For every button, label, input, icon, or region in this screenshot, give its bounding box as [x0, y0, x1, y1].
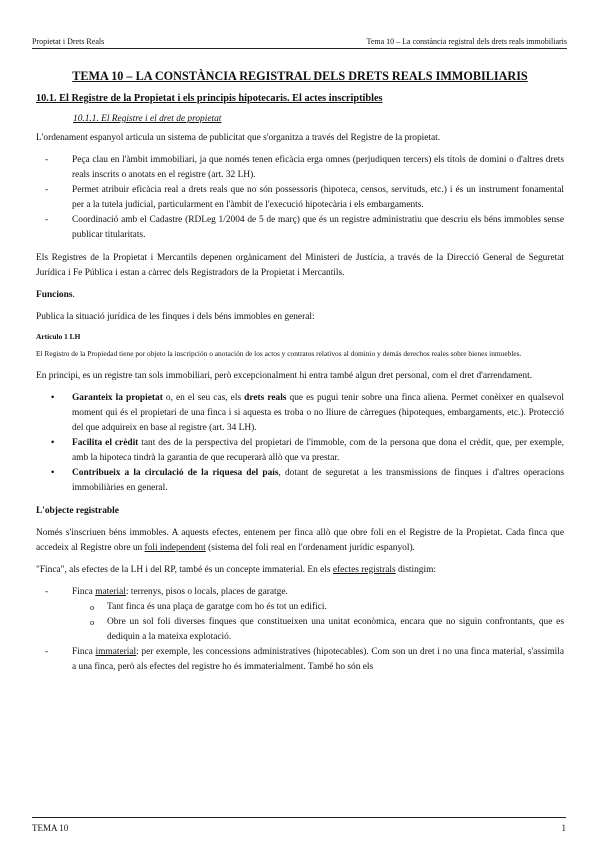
object-list — [36, 585, 564, 675]
page-header — [32, 37, 567, 49]
underlined-term: efectes registrals — [332, 564, 396, 575]
list-item: - Coordinació amb el Cadastre (RDLeg 1/2004 de 5 de març) que és un registre administratiu que descriu els béns immobles sense publicar titularitats. — [36, 213, 564, 243]
text-run: Finca — [72, 586, 96, 597]
section-heading: 10.1. El Registre de la Propietat i els principis hipotecaris. El actes inscriptibles — [36, 93, 383, 104]
subsection-heading: 10.1.1. El Registre i el dret de propietat — [73, 114, 222, 124]
text-run: (sistema del foli real en l'ordenament jurídic espanyol). — [205, 542, 415, 553]
list-item — [36, 466, 564, 496]
page-footer — [32, 817, 566, 833]
underlined-term: material — [95, 586, 126, 597]
bullet-text: tant des de la perspectiva del propietari de l'immoble, com de la persona que dona el crèdit, que, per exemple, amb la hipoteca tindrà la garantia de que recuperarà allò que va prestar. — [72, 437, 564, 463]
header-left: Propietat i Drets Reals — [32, 37, 105, 46]
text-run: Finca — [72, 646, 96, 657]
text-run: : per exemple, les concessions administratives (hipotecables). Com son un dret i no una finca material, s'assimila a una finca, però als efectes del registre ho és immaterialment. També ho són els — [72, 646, 564, 672]
registries-paragraph: Els Registres de la Propietat i Mercantils depenen orgànicament del Ministeri de Justícia, a través de la Direcció General de Seguretat Jurídica i Fe Pública i estan a càrrec dels Registradors de la Propietat i Mercantils. — [36, 253, 564, 278]
list-item — [36, 436, 564, 466]
object-heading: L'objecte registrable — [36, 505, 119, 516]
list-item — [36, 585, 564, 645]
document-body — [36, 68, 564, 683]
page-number: 1 — [561, 823, 566, 833]
functions-suffix: . — [72, 290, 75, 300]
object-paragraph-1 — [36, 526, 564, 556]
principle-paragraph: En principi, es un registre tan sols immobiliari, però excepcionalment hi entra també algun dret personal, com el dret d'arrendament. — [36, 370, 533, 381]
bullet-text: que es pugui tenir sobre una finca aliena. Permet conèixer en qualsevol moment qui és el propietari de una finca i si aquesta es troba o no lliure de càrregues (hipoteques, embargaments, etc.). Protecció del que adquireix en base al registre (art. 34 LH). — [72, 392, 564, 433]
document-title: TEMA 10 – LA CONSTÀNCIA REGISTRAL DELS DRETS REALS IMMOBILIARIS — [72, 69, 528, 83]
sub-list-item: o Obre un sol foli diverses finques que constitueixen una unitat econòmica, encara que no siguin confrontants, que es dediquin a la mateixa explotació. — [72, 615, 564, 645]
underlined-term: foli independent — [144, 542, 206, 553]
article-title: Artículo 1 LH — [36, 332, 81, 341]
footer-left: TEMA 10 — [32, 823, 69, 833]
underlined-term: immaterial — [95, 646, 137, 657]
bullet-bold: drets reals — [244, 392, 287, 403]
text-run: "Finca", als efectes de la LH i del RP, també és un concepte immaterial. En els — [36, 564, 333, 575]
functions-label: Funcions — [36, 290, 73, 300]
bullet-text: o, en el seu cas, els — [162, 392, 245, 403]
intro-paragraph: L'ordenament espanyol articula un sistema de publicitat que s'organitza a través del Registre de la propietat. — [36, 133, 441, 143]
bullet-lead: Garanteix la propietat — [72, 392, 163, 403]
header-right: Tema 10 – La constància registral dels drets reals immobiliaris — [366, 37, 567, 46]
list-item: - Permet atribuir eficàcia real a drets reals que no són possessoris (hipoteca, censos, servituds, etc.) i és un instrument fonamental per a la tutela judicial, particularment en l'àmbit de l'execució hipotecària i els embargaments. — [36, 183, 564, 213]
intro-list — [36, 153, 564, 243]
functions-bullets — [36, 391, 564, 496]
article-quote: El Registro de la Propiedad tiene por objeto la inscripción o anotación de los actos y contratos relativos al dominio y demás derechos reales sobre bienes inmuebles. — [36, 349, 522, 358]
bullet-text: , dotant de seguretat a les transmissions de finques i d'altres operacions immobiliàries en general. — [72, 467, 564, 493]
bullet-lead: Contribueix a la circulació de la riquesa del país — [72, 467, 279, 478]
sub-list — [72, 600, 564, 645]
bullet-lead: Facilita el crèdit — [72, 437, 139, 448]
text-run: distingim: — [395, 564, 436, 575]
list-item — [36, 391, 564, 436]
sub-list-item: o Tant finca és una plaça de garatge com ho és tot un edifici. — [72, 600, 564, 615]
functions-heading — [36, 288, 564, 303]
text-run: : terrenys, pisos o locals, places de garatge. — [125, 586, 288, 597]
functions-text: Publica la situació jurídica de les finques i dels béns immobles en general: — [36, 312, 315, 322]
list-item — [36, 645, 564, 675]
text-run: Només s'inscriuen béns immobles. A aquests efectes, entenem per finca allò que obre foli en el Registre de la Propietat. Cada finca que accedeix al Registre obre un — [36, 527, 564, 553]
object-paragraph-2 — [36, 563, 564, 578]
list-item: - Peça clau en l'àmbit immobiliari, ja que només tenen eficàcia erga omnes (perjudiquen tercers) els títols de domini o d'altres drets reals inscrits o anotats en el registre (art. 32 LH). — [36, 153, 564, 183]
